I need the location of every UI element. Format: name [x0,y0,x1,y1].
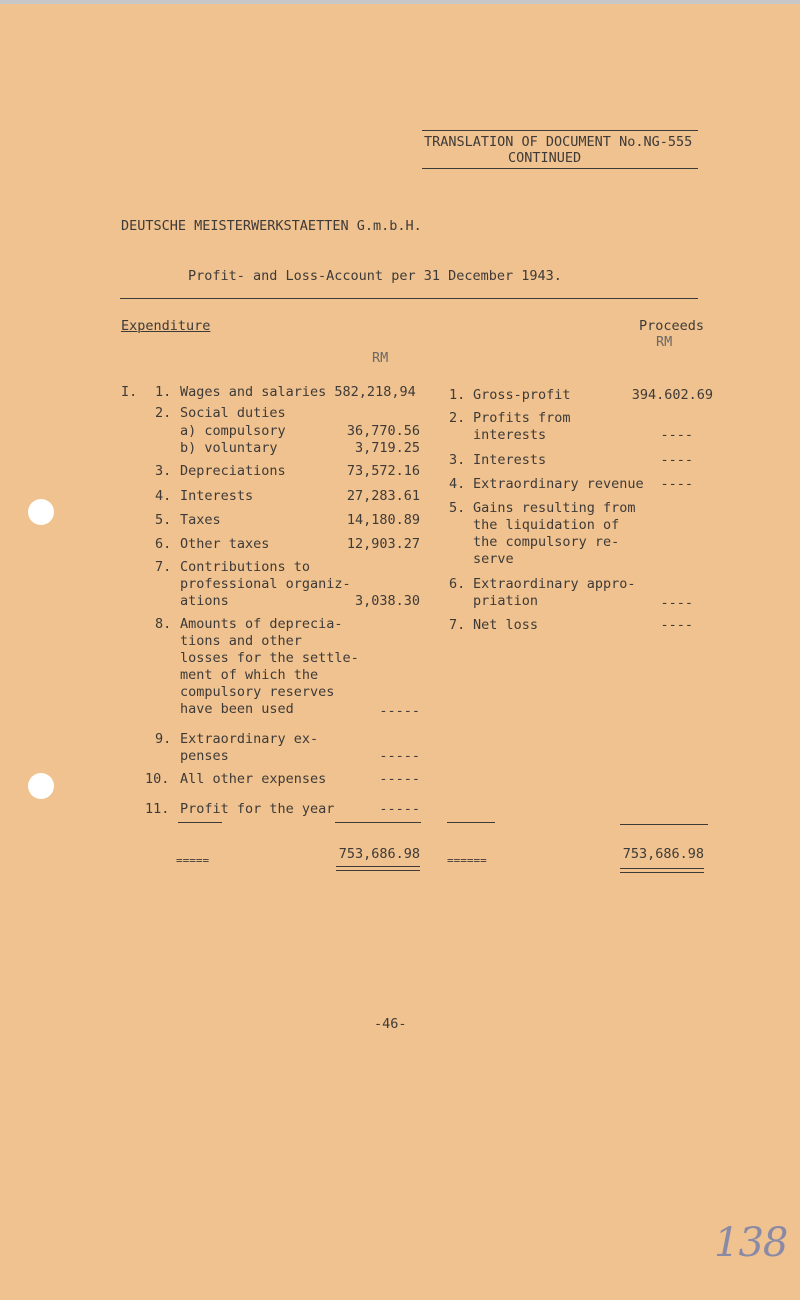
expenditure-label-rule [178,822,222,823]
proceeds-item-label: interests [473,427,547,443]
expenditure-item-label: b) voluntary [180,440,278,456]
expenditure-double-mark: ===== [176,854,210,867]
proceeds-item-number: 6. [449,576,466,592]
proceeds-item-label: Gains resulting from [473,500,636,516]
title-rule [120,298,698,299]
proceeds-item-number: 5. [449,500,466,516]
proceeds-item-number: 7. [449,617,466,633]
proceeds-item-number: 3. [449,452,466,468]
expenditure-item-label: Other taxes [180,536,270,552]
proceeds-item-label: Gross-profit [473,387,571,403]
expenditure-item-label: compulsory reserves [180,684,335,700]
proceeds-item-amount: ---- [660,427,693,443]
expenditure-item-label: All other expenses [180,771,327,787]
expenditure-item-label: Contributions to [180,559,311,575]
expenditure-item-number: 2. [155,405,172,421]
proceeds-item-label: Interests [473,452,547,468]
expenditure-item-number: 1. [155,384,172,400]
expenditure-item-label: Depreciations [180,463,286,479]
proceeds-item-number: 2. [449,410,466,426]
expenditure-total: 753,686.98 [338,846,420,862]
proceeds-item-label: Net loss [473,617,539,633]
account-title: Profit- and Loss-Account per 31 December 1943. [188,268,562,284]
expenditure-item-amount: ----- [379,771,420,787]
expenditure-item-amount: 3,719.25 [354,440,420,456]
expenditure-roman-numeral: I. [121,384,138,400]
expenditure-item-number: 9. [155,731,172,747]
proceeds-item-amount: 394.602.69 [631,387,713,403]
expenditure-item-label: Social duties [180,405,286,421]
expenditure-item-number: 8. [155,616,172,632]
handwritten-page-number: 138 [714,1220,788,1266]
expenditure-item-amount: ----- [379,703,420,719]
proceeds-item-amount: ---- [660,476,693,492]
expenditure-item-label: Wages and salaries 582,218,94 [180,384,416,400]
expenditure-item-number: 5. [155,512,172,528]
proceeds-item-label: priation [473,593,539,609]
proceeds-item-label: serve [473,551,514,567]
expenditure-item-label: have been used [180,701,294,717]
punch-hole-lower [28,773,54,799]
proceeds-item-label: Extraordinary revenue [473,476,644,492]
proceeds-heading: Proceeds [639,318,705,334]
proceeds-item-label: Extraordinary appro- [473,576,636,592]
expenditure-item-amount: ----- [379,748,420,764]
expenditure-item-label: Profit for the year [180,801,335,817]
expenditure-item-label: tions and other [180,633,302,649]
proceeds-total: 753,686.98 [622,846,704,862]
proceeds-item-amount: ---- [660,617,693,633]
expenditure-item-number: 6. [155,536,172,552]
expenditure-item-number: 4. [155,488,172,504]
expenditure-item-number: 10. [145,771,170,787]
expenditure-item-label: a) compulsory [180,423,286,439]
expenditure-item-label: Taxes [180,512,221,528]
expenditure-total-rule [335,822,421,823]
expenditure-item-amount: 3,038.30 [354,593,420,609]
expenditure-item-number: 11. [145,801,170,817]
expenditure-item-amount: ----- [379,801,420,817]
page-top-edge [0,0,800,4]
expenditure-item-number: 7. [155,559,172,575]
document-title: TRANSLATION OF DOCUMENT No.NG-555 [424,134,693,150]
proceeds-item-number: 1. [449,387,466,403]
proceeds-label-rule [447,822,495,823]
expenditure-currency: RM [372,350,389,366]
expenditure-total-double-rule [336,866,420,871]
expenditure-item-amount: 14,180.89 [346,512,420,528]
expenditure-item-label: Amounts of deprecia- [180,616,343,632]
expenditure-item-amount: 12,903.27 [346,536,420,552]
page-number: -46- [374,1016,407,1032]
proceeds-item-label: Profits from [473,410,571,426]
proceeds-item-number: 4. [449,476,466,492]
expenditure-item-label: ment of which the [180,667,319,683]
proceeds-item-label: the compulsory re- [473,534,620,550]
document-subtitle: CONTINUED [508,150,582,166]
expenditure-item-label: losses for the settle- [180,650,359,666]
proceeds-currency: RM [656,334,673,350]
proceeds-item-label: the liquidation of [473,517,620,533]
company-name: DEUTSCHE MEISTERWERKSTAETTEN G.m.b.H. [121,218,422,234]
header-rule-bottom [422,168,698,169]
expenditure-item-label: Extraordinary ex- [180,731,319,747]
header-rule-top [422,130,698,131]
expenditure-item-label: penses [180,748,229,764]
expenditure-item-label: ations [180,593,229,609]
proceeds-total-rule [620,824,708,825]
proceeds-item-amount: ---- [660,595,693,611]
expenditure-item-amount: 27,283.61 [346,488,420,504]
expenditure-item-amount: 73,572.16 [346,463,420,479]
proceeds-total-double-rule [620,868,704,873]
punch-hole-upper [28,499,54,525]
expenditure-item-number: 3. [155,463,172,479]
expenditure-item-amount: 36,770.56 [346,423,420,439]
expenditure-item-label: professional organiz- [180,576,351,592]
expenditure-item-label: Interests [180,488,254,504]
proceeds-item-amount: ---- [660,452,693,468]
proceeds-double-mark: ====== [447,854,487,867]
expenditure-heading: Expenditure [121,318,211,334]
